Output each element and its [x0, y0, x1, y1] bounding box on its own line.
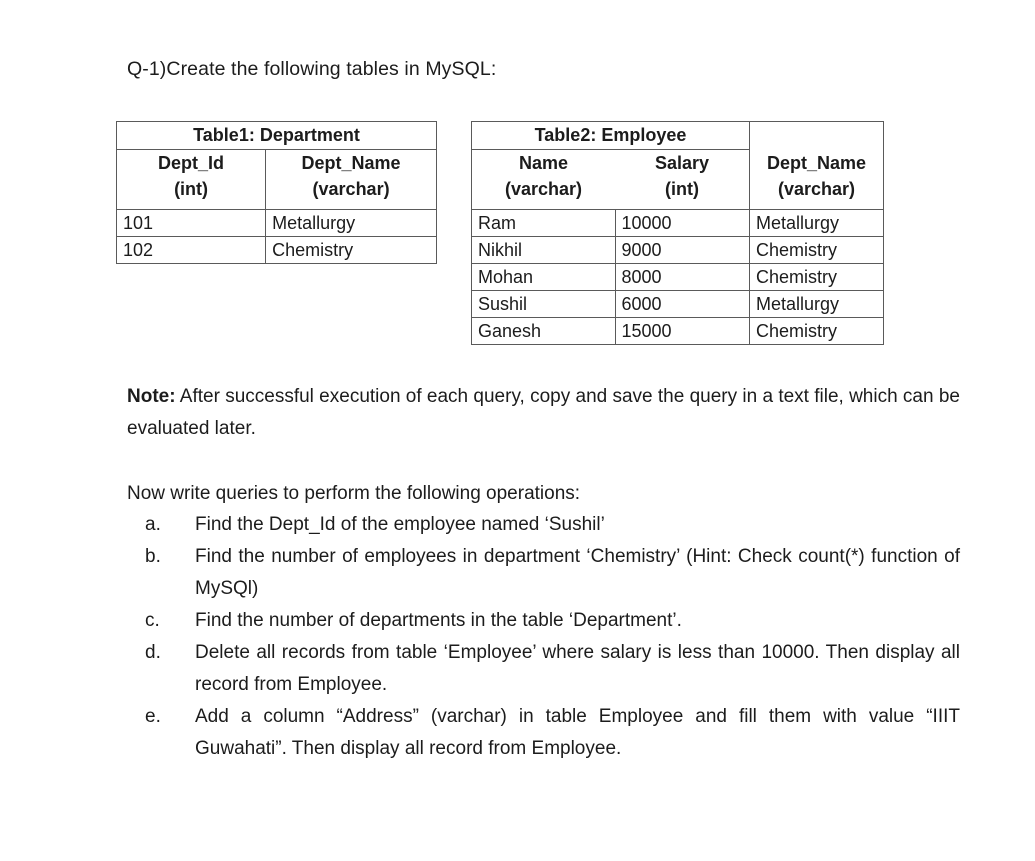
table-cell: Chemistry	[750, 237, 884, 264]
column-type: (int)	[665, 179, 699, 199]
list-item-letter: c.	[145, 610, 160, 631]
column-header-dept-id	[117, 150, 266, 210]
list-item-text: Delete all records from table ‘Employee’ where salary is less than 10000. Then display all record from Employee.	[195, 642, 960, 695]
column-header-salary	[615, 150, 750, 210]
table-cell: Metallurgy	[750, 210, 884, 237]
employee-table	[471, 121, 884, 345]
question-title: Q-1)Create the following tables in MySQL:	[127, 58, 497, 80]
note-paragraph	[127, 381, 960, 445]
column-header-dept-name	[750, 150, 884, 210]
table-cell: Chemistry	[266, 237, 437, 264]
column-type: (int)	[174, 179, 209, 199]
table-cell: Ganesh	[472, 318, 616, 345]
column-type: (varchar)	[312, 179, 390, 199]
column-type: (varchar)	[777, 178, 856, 199]
table-cell: 6000	[615, 291, 750, 318]
table-cell: 101	[117, 210, 266, 237]
table-cell: 15000	[615, 318, 750, 345]
list-item-letter: d.	[145, 642, 161, 663]
column-name: Dept_Name	[766, 152, 867, 173]
column-name: Dept_Id	[158, 153, 225, 173]
column-name: Salary	[654, 153, 710, 173]
department-table	[116, 121, 437, 264]
list-item-text: Find the number of employees in department ‘Chemistry’ (Hint: Check count(*) function of MySQl)	[195, 546, 960, 599]
list-item-text: Add a column “Address” (varchar) in table Employee and fill them with value “IIIT Guwahati”. Then display all record from Employee.	[195, 706, 960, 759]
list-item-letter: e.	[145, 706, 161, 727]
table-cell: Nikhil	[472, 237, 616, 264]
table-cell: Ram	[472, 210, 616, 237]
table-cell: Metallurgy	[266, 210, 437, 237]
table-cell: Chemistry	[750, 264, 884, 291]
table-row	[472, 237, 884, 264]
list-item-text: Find the Dept_Id of the employee named ‘Sushil’	[195, 514, 605, 535]
list-item-letter: b.	[145, 546, 161, 567]
employee-table-caption: Table2: Employee	[472, 122, 750, 150]
table-cell: 8000	[615, 264, 750, 291]
table-row	[117, 237, 437, 264]
table-cell: 9000	[615, 237, 750, 264]
list-item	[127, 637, 960, 701]
table-row	[472, 291, 884, 318]
note-text: After successful execution of each query, copy and save the query in a text file, which can be evaluated later.	[127, 386, 960, 439]
column-header-dept-name	[266, 150, 437, 210]
operations-intro: Now write queries to perform the following operations:	[127, 483, 581, 504]
table-cell: Chemistry	[750, 318, 884, 345]
table-row	[472, 210, 884, 237]
table-row	[472, 318, 884, 345]
note-label: Note:	[127, 386, 176, 407]
list-item-text: Find the number of departments in the table ‘Department’.	[195, 610, 682, 631]
table-cell: 10000	[615, 210, 750, 237]
department-table-caption: Table1: Department	[117, 122, 437, 150]
list-item	[127, 605, 960, 637]
table-row	[117, 210, 437, 237]
table-cell: 102	[117, 237, 266, 264]
table-cell: Sushil	[472, 291, 616, 318]
table-cell: Mohan	[472, 264, 616, 291]
table-cell: Metallurgy	[750, 291, 884, 318]
column-name: Name	[518, 153, 569, 173]
list-item	[127, 541, 960, 605]
list-item-letter: a.	[145, 514, 161, 535]
column-name: Dept_Name	[301, 153, 401, 173]
column-type: (varchar)	[504, 179, 583, 199]
list-item	[127, 509, 960, 541]
table-row	[472, 264, 884, 291]
employee-table-caption-blank	[750, 122, 884, 150]
column-header-name	[472, 150, 616, 210]
list-item	[127, 701, 960, 765]
operations-list	[127, 509, 960, 765]
